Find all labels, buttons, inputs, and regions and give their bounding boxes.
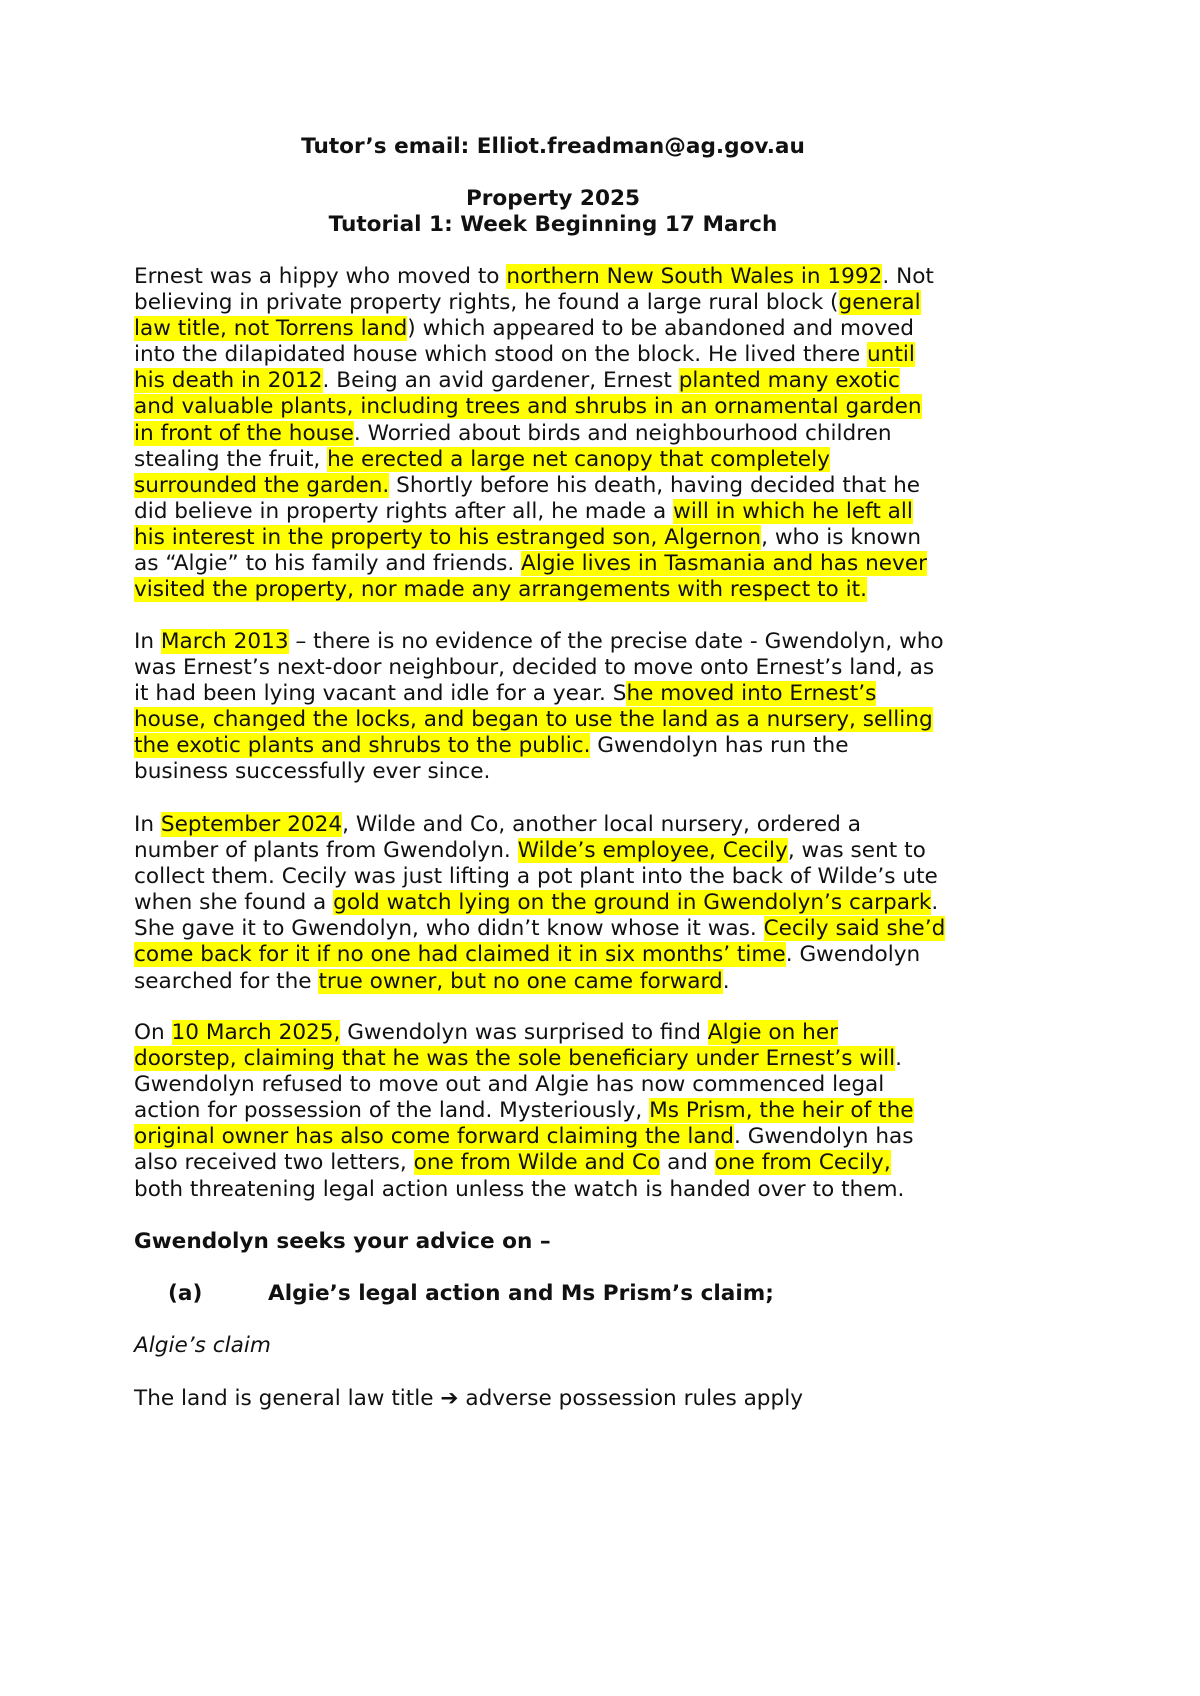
text-line xyxy=(134,473,934,499)
highlighted-text: Algie lives in Tasmania and has never xyxy=(521,551,927,577)
highlighted-text: 10 March 2025, xyxy=(171,1020,341,1045)
highlighted-text: visited the property, nor made any arrangements with respect to it. xyxy=(134,577,867,603)
text-segment: She gave it to Gwendolyn, who didn’t know whose it was. xyxy=(134,916,764,942)
text-line xyxy=(134,1150,914,1176)
text-segment: did believe in property rights after all, he made a xyxy=(134,498,674,524)
text-segment: On xyxy=(134,1020,172,1045)
highlighted-text: March 2013 xyxy=(160,629,289,654)
text-segment: was Ernest’s next-door neighbour, decided to move onto Ernest’s land, as xyxy=(134,655,935,681)
text-segment: Ernest was a hippy who moved to xyxy=(134,264,507,289)
text-segment: . xyxy=(931,890,939,916)
text-line xyxy=(134,1072,914,1098)
highlighted-text: surrounded the garden. xyxy=(134,472,390,498)
text-line xyxy=(134,264,934,290)
text-line xyxy=(134,447,934,473)
text-segment: . Gwendolyn xyxy=(785,942,921,968)
text-segment: action for possession of the land. Mysteriously, xyxy=(134,1098,650,1124)
text-line xyxy=(134,368,934,394)
highlighted-text: true owner, but no one came forward xyxy=(318,968,723,994)
final-line-before: The land is general law title xyxy=(134,1386,441,1411)
text-line xyxy=(134,733,944,759)
text-line xyxy=(134,942,945,968)
text-segment: also received two letters, xyxy=(134,1150,414,1176)
text-segment: Gwendolyn refused to move out and Algie has now commenced legal xyxy=(134,1072,885,1098)
text-line xyxy=(134,342,934,368)
text-line xyxy=(134,1098,914,1124)
text-segment: , Wilde and Co, another local nursery, ordered a xyxy=(342,812,861,837)
highlighted-text: original owner has also come forward claiming the land xyxy=(134,1124,734,1150)
highlighted-text: will in which he left all xyxy=(673,498,913,524)
text-line xyxy=(134,499,934,525)
text-line xyxy=(134,812,945,838)
text-segment: . xyxy=(895,1046,902,1072)
highlighted-text: doorstep, claiming that he was the sole beneficiary under Ernest’s will xyxy=(134,1046,896,1072)
text-segment: stealing the fruit, xyxy=(134,446,328,472)
highlighted-text: Ms Prism, the heir of the xyxy=(649,1098,914,1124)
highlighted-text: law title, not Torrens land xyxy=(134,316,408,342)
arrow-right-icon: ➔ xyxy=(440,1386,459,1411)
highlighted-text: the exotic plants and shrubs to the public. xyxy=(134,733,591,759)
final-line xyxy=(134,1386,803,1412)
text-segment: when she found a xyxy=(134,890,334,916)
text-line xyxy=(134,655,944,681)
question-a-text: Algie’s legal action and Ms Prism’s claim; xyxy=(268,1281,774,1306)
highlighted-text: general xyxy=(838,290,921,316)
text-segment: In xyxy=(134,812,161,837)
text-segment: number of plants from Gwendolyn. xyxy=(134,838,518,864)
text-line xyxy=(134,1020,914,1046)
text-segment: . Gwendolyn has xyxy=(734,1124,914,1150)
text-line xyxy=(134,525,934,551)
paragraph-background xyxy=(134,264,934,603)
text-segment: as “Algie” to his family and friends. xyxy=(134,551,522,577)
highlighted-text: September 2024 xyxy=(160,812,343,837)
text-line xyxy=(134,1046,914,1072)
text-line xyxy=(134,916,945,942)
text-line xyxy=(134,394,934,420)
text-segment: believing in private property rights, he found a large rural block ( xyxy=(134,290,839,316)
final-line-after: adverse possession rules apply xyxy=(458,1386,803,1411)
highlighted-text: come back for it if no one had claimed it in six months’ time xyxy=(134,942,786,968)
text-line xyxy=(134,864,945,890)
paragraph-algie-claim xyxy=(134,1020,914,1203)
highlighted-text: he erected a large net canopy that completely xyxy=(327,446,830,472)
text-segment: it had been lying vacant and idle for a year. S xyxy=(134,681,627,707)
text-segment: Gwendolyn was surprised to find xyxy=(340,1020,708,1045)
text-segment: ) which appeared to be abandoned and moved xyxy=(407,316,914,342)
highlighted-text: one from Cecily, xyxy=(714,1150,891,1176)
text-segment: collect them. Cecily was just lifting a pot plant into the back of Wilde’s ute xyxy=(134,864,938,890)
text-segment: . xyxy=(722,968,730,994)
text-line xyxy=(134,759,944,785)
text-line xyxy=(134,629,944,655)
text-segment: business successfully ever since. xyxy=(134,759,491,785)
highlighted-text: Algie on her xyxy=(707,1020,839,1045)
subheading-algies-claim: Algie’s claim xyxy=(134,1333,271,1358)
highlighted-text: his interest in the property to his estranged son, Algernon xyxy=(134,524,762,550)
text-line xyxy=(134,316,934,342)
text-line xyxy=(134,290,934,316)
text-line xyxy=(134,681,944,707)
paragraph-gold-watch xyxy=(134,812,945,995)
text-segment: . Worried about birds and neighbourhood children xyxy=(353,420,892,446)
highlighted-text: gold watch lying on the ground in Gwendolyn’s carpark xyxy=(333,890,932,916)
highlighted-text: his death in 2012 xyxy=(134,368,323,394)
text-line xyxy=(134,1124,914,1150)
text-segment: . Not xyxy=(882,264,934,289)
question-a-label: (a) xyxy=(168,1281,203,1306)
tutor-email-line: Tutor’s email: Elliot.freadman@ag.gov.au xyxy=(301,134,805,159)
highlighted-text: one from Wilde and Co xyxy=(413,1150,661,1176)
text-segment: and xyxy=(660,1150,715,1176)
text-segment: In xyxy=(134,629,161,654)
text-segment: searched for the xyxy=(134,968,319,994)
advice-heading: Gwendolyn seeks your advice on – xyxy=(134,1229,551,1254)
highlighted-text: he moved into Ernest’s xyxy=(626,681,877,707)
text-line xyxy=(134,838,945,864)
highlighted-text: and valuable plants, including trees and shrubs in an ornamental garden xyxy=(134,394,922,420)
highlighted-text: Wilde’s employee, Cecily xyxy=(517,838,788,864)
paragraph-gwendolyn-possession xyxy=(134,629,944,786)
highlighted-text: northern New South Wales in 1992 xyxy=(506,264,883,289)
text-line xyxy=(134,551,934,577)
text-segment: , who is known xyxy=(761,524,922,550)
text-line xyxy=(134,969,945,995)
text-line xyxy=(134,707,944,733)
highlighted-text: planted many exotic xyxy=(678,368,900,394)
text-line xyxy=(134,1177,914,1203)
text-segment: . Being an avid gardener, Ernest xyxy=(322,368,679,394)
tutorial-title: Tutorial 1: Week Beginning 17 March xyxy=(328,212,778,237)
text-segment: both threatening legal action unless the watch is handed over to them. xyxy=(134,1176,905,1202)
text-segment: Gwendolyn has run the xyxy=(590,733,849,759)
highlighted-text: house, changed the locks, and began to use the land as a nursery, selling xyxy=(134,707,933,733)
highlighted-text: Cecily said she’d xyxy=(763,916,946,942)
text-line xyxy=(134,890,945,916)
course-title: Property 2025 xyxy=(465,186,641,211)
text-segment: – there is no evidence of the precise date - Gwendolyn, who xyxy=(288,629,944,654)
text-segment: , was sent to xyxy=(787,838,926,864)
highlighted-text: until xyxy=(867,342,915,368)
text-line xyxy=(134,577,934,603)
text-line xyxy=(134,421,934,447)
text-segment: into the dilapidated house which stood on the block. He lived there xyxy=(134,342,867,368)
text-segment: Shortly before his death, having decided that he xyxy=(389,472,921,498)
highlighted-text: in front of the house xyxy=(134,420,354,446)
